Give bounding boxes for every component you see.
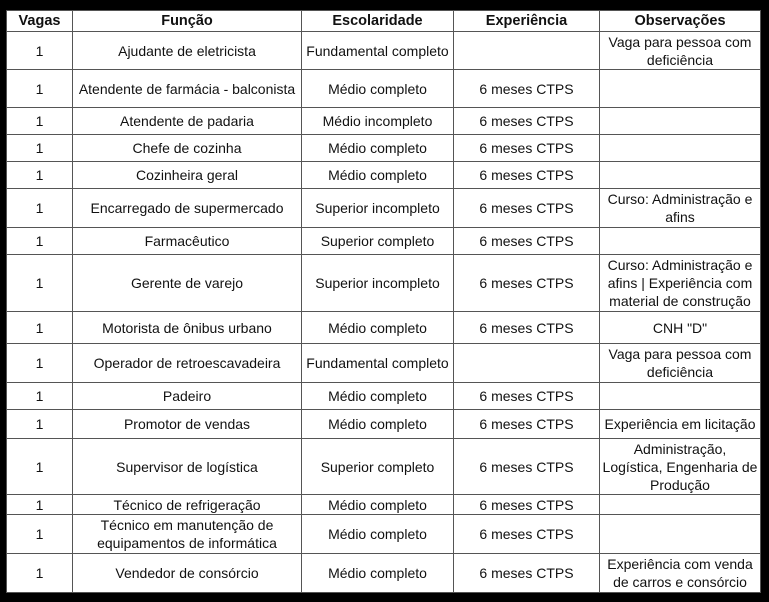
cell-experiencia: 6 meses CTPS <box>454 255 600 312</box>
header-row <box>7 11 761 32</box>
cell-escolaridade: Médio completo <box>302 70 454 108</box>
cell-escolaridade: Superior incompleto <box>302 255 454 312</box>
table-row <box>7 108 761 135</box>
cell-observacoes: Administração, Logística, Engenharia de Produção <box>600 439 761 495</box>
table-row <box>7 162 761 189</box>
table-row <box>7 410 761 439</box>
cell-funcao: Técnico de refrigeração <box>73 495 302 515</box>
table-row <box>7 32 761 70</box>
cell-escolaridade: Médio completo <box>302 554 454 593</box>
cell-observacoes <box>600 495 761 515</box>
cell-experiencia: 6 meses CTPS <box>454 228 600 255</box>
cell-vagas: 1 <box>7 344 73 383</box>
cell-funcao: Motorista de ônibus urbano <box>73 312 302 344</box>
cell-funcao: Cozinheira geral <box>73 162 302 189</box>
table-row <box>7 70 761 108</box>
cell-observacoes: Curso: Administração e afins <box>600 189 761 228</box>
cell-escolaridade: Médio completo <box>302 515 454 554</box>
cell-experiencia: 6 meses CTPS <box>454 312 600 344</box>
cell-vagas: 1 <box>7 554 73 593</box>
table-row <box>7 312 761 344</box>
cell-escolaridade: Fundamental completo <box>302 344 454 383</box>
cell-vagas: 1 <box>7 162 73 189</box>
cell-funcao: Técnico em manutenção de equipamentos de informática <box>73 515 302 554</box>
cell-observacoes <box>600 162 761 189</box>
cell-vagas: 1 <box>7 495 73 515</box>
cell-funcao: Chefe de cozinha <box>73 135 302 162</box>
cell-observacoes: Vaga para pessoa com deficiência <box>600 344 761 383</box>
table-row <box>7 344 761 383</box>
header-observacoes: Observações <box>600 11 761 32</box>
cell-escolaridade: Fundamental completo <box>302 32 454 70</box>
cell-funcao: Operador de retroescavadeira <box>73 344 302 383</box>
cell-vagas: 1 <box>7 439 73 495</box>
cell-experiencia: 6 meses CTPS <box>454 189 600 228</box>
cell-observacoes: CNH "D" <box>600 312 761 344</box>
cell-funcao: Vendedor de consórcio <box>73 554 302 593</box>
cell-vagas: 1 <box>7 228 73 255</box>
cell-escolaridade: Médio completo <box>302 162 454 189</box>
cell-observacoes <box>600 108 761 135</box>
cell-experiencia: 6 meses CTPS <box>454 135 600 162</box>
cell-vagas: 1 <box>7 108 73 135</box>
cell-experiencia: 6 meses CTPS <box>454 70 600 108</box>
table-row <box>7 495 761 515</box>
cell-observacoes <box>600 515 761 554</box>
cell-funcao: Gerente de varejo <box>73 255 302 312</box>
cell-funcao: Farmacêutico <box>73 228 302 255</box>
cell-escolaridade: Médio completo <box>302 383 454 410</box>
header-funcao: Função <box>73 11 302 32</box>
cell-escolaridade: Médio completo <box>302 135 454 162</box>
table-body <box>7 32 761 593</box>
cell-funcao: Promotor de vendas <box>73 410 302 439</box>
cell-experiencia <box>454 344 600 383</box>
cell-experiencia <box>454 32 600 70</box>
cell-observacoes: Curso: Administração e afins | Experiência com material de construção <box>600 255 761 312</box>
table-row <box>7 439 761 495</box>
cell-vagas: 1 <box>7 32 73 70</box>
cell-vagas: 1 <box>7 410 73 439</box>
cell-escolaridade: Médio completo <box>302 410 454 439</box>
cell-observacoes <box>600 383 761 410</box>
cell-experiencia: 6 meses CTPS <box>454 439 600 495</box>
cell-experiencia: 6 meses CTPS <box>454 410 600 439</box>
cell-observacoes <box>600 135 761 162</box>
cell-funcao: Encarregado de supermercado <box>73 189 302 228</box>
cell-escolaridade: Superior incompleto <box>302 189 454 228</box>
cell-escolaridade: Superior completo <box>302 228 454 255</box>
cell-experiencia: 6 meses CTPS <box>454 554 600 593</box>
header-experiencia: Experiência <box>454 11 600 32</box>
table-row <box>7 255 761 312</box>
cell-observacoes <box>600 70 761 108</box>
cell-vagas: 1 <box>7 515 73 554</box>
cell-experiencia: 6 meses CTPS <box>454 383 600 410</box>
cell-funcao: Padeiro <box>73 383 302 410</box>
cell-funcao: Supervisor de logística <box>73 439 302 495</box>
cell-experiencia: 6 meses CTPS <box>454 515 600 554</box>
cell-vagas: 1 <box>7 312 73 344</box>
cell-vagas: 1 <box>7 70 73 108</box>
cell-observacoes: Vaga para pessoa com deficiência <box>600 32 761 70</box>
cell-experiencia: 6 meses CTPS <box>454 162 600 189</box>
cell-observacoes: Experiência com venda de carros e consórcio <box>600 554 761 593</box>
cell-escolaridade: Médio completo <box>302 312 454 344</box>
header-escolaridade: Escolaridade <box>302 11 454 32</box>
cell-experiencia: 6 meses CTPS <box>454 108 600 135</box>
cell-escolaridade: Médio completo <box>302 495 454 515</box>
cell-funcao: Atendente de farmácia - balconista <box>73 70 302 108</box>
cell-funcao: Ajudante de eletricista <box>73 32 302 70</box>
table-row <box>7 383 761 410</box>
job-openings-table <box>6 10 761 593</box>
table-row <box>7 135 761 162</box>
cell-experiencia: 6 meses CTPS <box>454 495 600 515</box>
table-row <box>7 515 761 554</box>
table-row <box>7 554 761 593</box>
cell-vagas: 1 <box>7 135 73 162</box>
cell-escolaridade: Superior completo <box>302 439 454 495</box>
cell-funcao: Atendente de padaria <box>73 108 302 135</box>
cell-vagas: 1 <box>7 383 73 410</box>
cell-observacoes <box>600 228 761 255</box>
cell-vagas: 1 <box>7 189 73 228</box>
cell-vagas: 1 <box>7 255 73 312</box>
cell-observacoes: Experiência em licitação <box>600 410 761 439</box>
cell-escolaridade: Médio incompleto <box>302 108 454 135</box>
header-vagas: Vagas <box>7 11 73 32</box>
table-row <box>7 189 761 228</box>
table-row <box>7 228 761 255</box>
